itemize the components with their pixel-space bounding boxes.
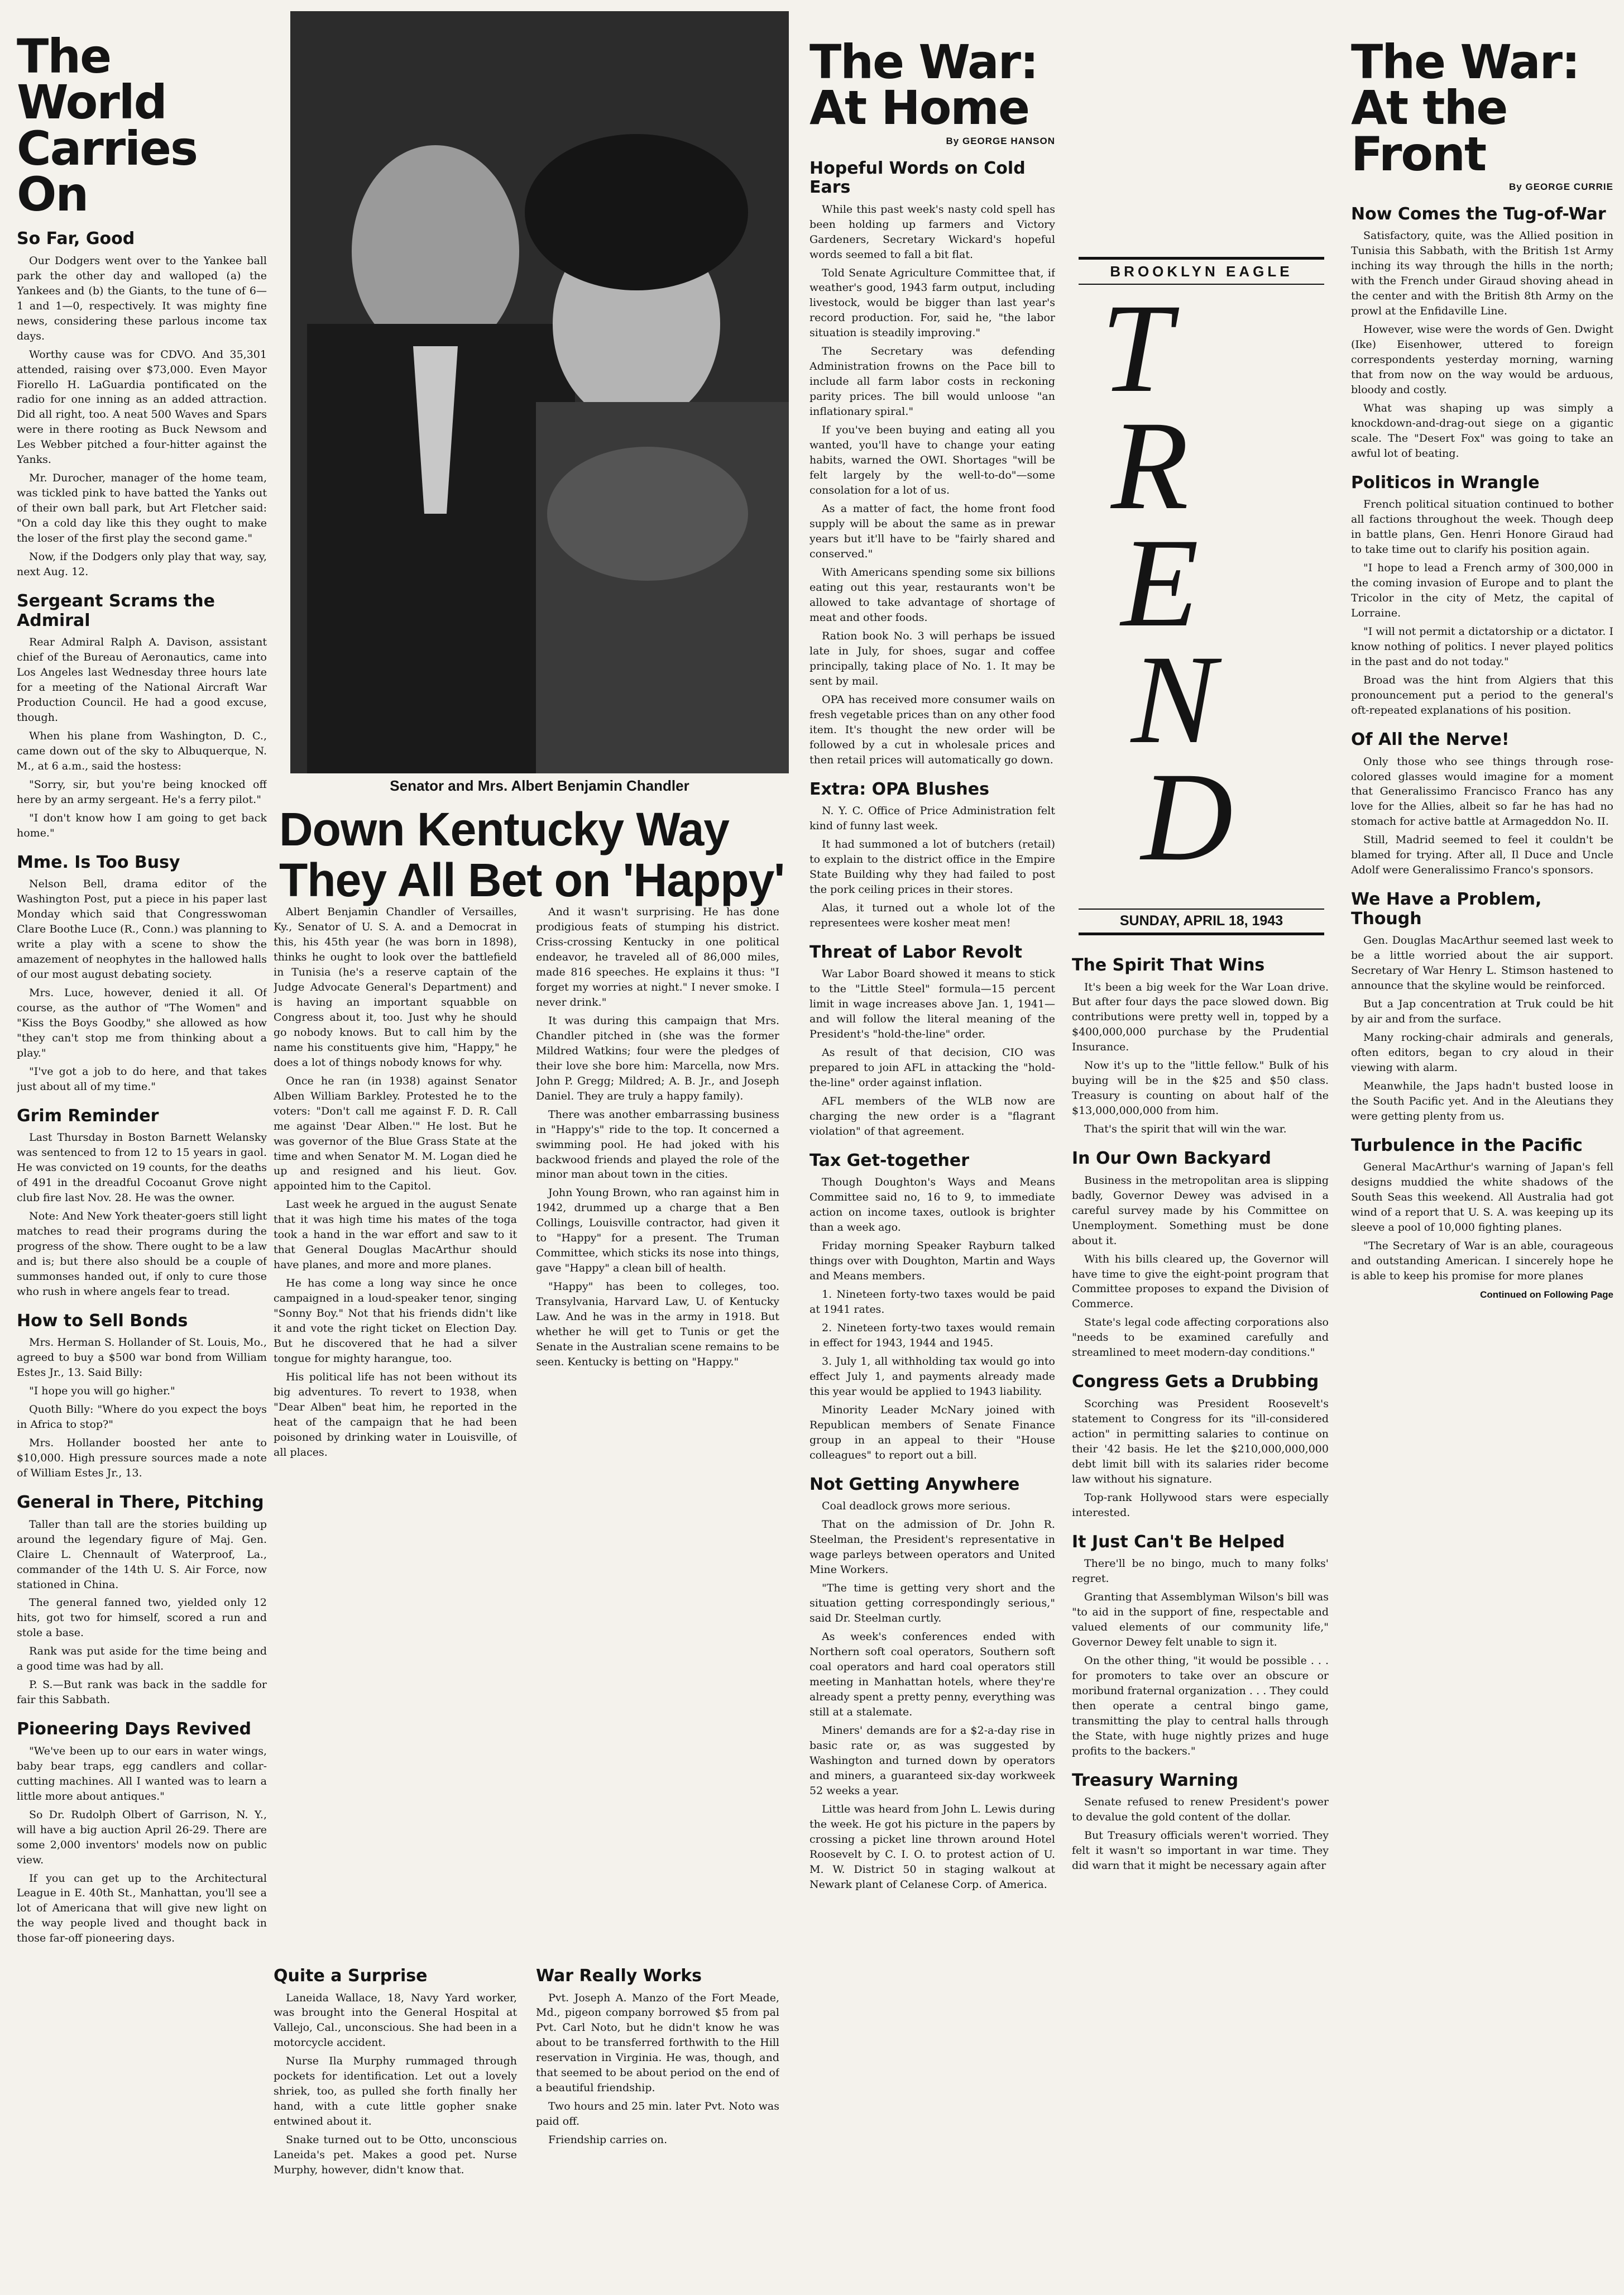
kentucky-col-a — [274, 905, 517, 1949]
story-headline: We Have a Problem, Though — [1351, 890, 1542, 929]
story-paragraph: Snake turned out to be Otto, unconscious Laneida's pet. Makes a good pet. Nurse Murphy, however, didn't know that. — [274, 2134, 517, 2177]
story-paragraph: Though Doughton's Ways and Means Committee said no, 16 to 9, to immediate action on income taxes, outlook is brighter than a week ago. — [809, 1176, 1055, 1234]
story-headline: Turbulence in the Pacific — [1351, 1135, 1583, 1155]
trend-letter: E — [1121, 512, 1199, 653]
story-paragraph: Mr. Durocher, manager of the home team, was tickled pink to have batted the Yanks out of their own ball park, but Art Fletcher said: "On a cold day like this they ought to make the loser of the first play the second game." — [17, 472, 267, 545]
kentucky-headline — [279, 804, 793, 905]
story-headline: Hopeful Words on Cold Ears — [809, 158, 1026, 198]
story-paragraph: There was another embarrassing business in "Happy's" ride to the top. It concerned a swimming pool. He had joked with his backwood friends and played the role of the minor man about town in the cities. — [536, 1108, 779, 1181]
story-paragraph: Albert Benjamin Chandler of Versailles, Ky., Senator of U. S. A. and a Democrat in this, his 45th year (he was born in 1898), thinks he ought to look over the battlefield in Tunisia (he's a reserve captain of the Judge Advocate General's Department) and is having an important squabble on Congress about it, too. Just why he should go nobody knows. But to call him by the name his constituents give him, "Happy," he does a lot of things nobody knows for why. — [274, 906, 517, 1069]
trend-letter: D — [1141, 747, 1233, 887]
story-paragraph: Once he ran (in 1938) against Senator Alben William Barkley. Protested he to the voters: "Don't call me against F. D. R. Call me against 'Dear Alben.'" He lost. But he was governor of the Blue Grass State at the time and when Senator M. M. Logan died he up and resigned and his lieut. Gov. appointed him to the Capitol. — [274, 1074, 517, 1193]
story-paragraph: But Treasury officials weren't worried. They felt it wasn't so important in war time. They did warn that it might be necessary again after — [1072, 1829, 1329, 1872]
story-paragraph: Rear Admiral Ralph A. Davison, assistant chief of the Bureau of Aeronautics, came into Los Angeles last Wednesday three hours late for a meeting of the National Aircraft War Production Council. He had a good excuse, though. — [17, 636, 267, 724]
story-paragraph: John Young Brown, who ran against him in 1942, drummed up a charge that a Ben Collings, Louisville contractor, had given it to "Happy" for a present. The Truman Committee, which sticks its nose into things, gave "Happy" a clean bill of health. — [536, 1187, 779, 1275]
trend-panel — [1079, 257, 1324, 935]
story-paragraph: Satisfactory, quite, was the Allied position in Tunisia this Sabbath, with the British 1st Army inching its way through the hills in the north; with the French under Giraud shoving ahead in the center and with the British 8th Army on the prowl at the Enfidaville Line. — [1351, 230, 1613, 318]
story-paragraph: And it wasn't surprising. He has done prodigious feats of stumping his district. Criss-crossing Kentucky in one political endeavor, he traveled all of 86,000 miles, made 816 speeches. He explains it thus: "I forget my worries at night." I never smoke. I never drink." — [536, 906, 779, 1008]
trend-letter: N — [1131, 629, 1216, 771]
kentucky-col-b — [536, 905, 779, 1949]
story-headline: How to Sell Bonds — [17, 1311, 188, 1331]
story-headline: War Really Works — [536, 1966, 702, 1986]
story-paragraph: It was during this campaign that Mrs. Chandler pitched in (she was the former Mildred Watkins; four were the pledges of their love she bore him: Marcella, now Mrs. John P. Gregg; Mildred; A. B. Jr., and Joseph Daniel. They are truly a happy family). — [536, 1014, 779, 1102]
trend-letter: R — [1111, 395, 1189, 536]
story-paragraph: "Happy" has been to colleges, too. Transylvania, Harvard Law, U. of Kentucky Law. And he was in the army in 1918. But whether he will get to Tunis or get the Senate in the Australian scene remains to be seen. Kentucky is betting on "Happy." — [536, 1280, 779, 1369]
story-paragraph: Miners' demands are for a $2-a-day rise in basic rate or, as was suggested by Washington and turned down by operators and miners, a guaranteed six-day workweek 52 weeks a year. — [809, 1724, 1055, 1797]
story-paragraph: "I hope to lead a French army of 300,000 in the coming invasion of Europe and to plant the Tricolor in the city of Metz, the capital of Lorraine. — [1351, 562, 1613, 620]
story-headline: In Our Own Backyard — [1072, 1149, 1271, 1169]
trend-letters — [1079, 278, 1324, 887]
story-paragraph: Taller than tall are the stories building up around the legendary figure of Maj. Gen. Claire L. Chennault of Waterproof, La., commander of the 14th U. S. Air Force, now stationed in China. — [17, 1518, 267, 1591]
story-paragraph: The general fanned two, yielded only 12 hits, got two for himself, scored a run and stole a base. — [17, 1596, 267, 1639]
home-continuation — [1072, 944, 1329, 2289]
story-headline: Not Getting Anywhere — [809, 1474, 1020, 1494]
story-paragraph: Top-rank Hollywood stars were especially interested. — [1072, 1491, 1329, 1519]
story-paragraph: "Sorry, sir, but you're being knocked off here by an army sergeant. He's a ferry pilot." — [17, 778, 267, 806]
story-paragraph: OPA has received more consumer wails on fresh vegetable prices than on any other food item. It's thought the new order will be followed by a cut in wholesale prices and then retail prices will automatically go down. — [809, 693, 1055, 766]
story-headline: Of All the Nerve! — [1351, 730, 1510, 750]
war-really-works — [536, 1954, 779, 2289]
story-headline: Mme. Is Too Busy — [17, 852, 180, 872]
story-paragraph: As result of that decision, CIO was prepared to join AFL in attacking the "hold-the-line" order against inflation. — [809, 1046, 1055, 1089]
story-paragraph: "I don't know how I am going to get back home." — [17, 811, 267, 839]
story-paragraph: Our Dodgers went over to the Yankee ball park the other day and walloped (a) the Yankees and (b) the Giants, to the tune of 6—1 and 1—0, respectively. It was mighty fine news, considering these parlous income tax days. — [17, 254, 267, 342]
story-paragraph: With his bills cleared up, the Governor will have time to give the eight-point program that Committee proposes to expand the Division of Commerce. — [1072, 1252, 1329, 1311]
story-paragraph: Business in the metropolitan area is slipping badly, Governor Dewey was advised in a careful survey made by his Committee on Unemployment. Something must be done about it. — [1072, 1174, 1329, 1247]
story-paragraph: With Americans spending some six billions eating out this year, restaurants won't be allowed to take advantage of shortage of meat and other foods. — [809, 566, 1055, 624]
story-paragraph: Mrs. Luce, however, denied it all. Of course, as the author of "The Women" and "Kiss the Boys Goodby," she allowed as how "they can't stop me from thinking about a play." — [17, 986, 267, 1059]
story-paragraph: So Dr. Rudolph Olbert of Garrison, N. Y., will have a big auction April 26-29. There are some 2,000 inventors' models now on public view. — [17, 1808, 267, 1866]
trend-letter: T — [1101, 278, 1172, 419]
story-paragraph: Laneida Wallace, 18, Navy Yard worker, was brought into the General Hospital at Vallejo, Cal., unconscious. She had been in a motorcycle accident. — [274, 1991, 517, 2049]
story-paragraph: On the other thing, "it would be possible . . . for promoters to take over an obscure or moribund fraternal organization . . . They could then operate a central bingo game, transmitting the play to central halls through the State, with huge nightly prizes and huge profits to the backers." — [1072, 1654, 1329, 1757]
story-headline: Treasury Warning — [1072, 1770, 1239, 1790]
story-headline: Threat of Labor Revolt — [809, 942, 1023, 962]
story-paragraph: N. Y. C. Office of Price Administration felt kind of funny last week. — [809, 805, 1055, 832]
story-paragraph: Senate refused to renew President's power to devalue the gold content of the dollar. — [1072, 1796, 1329, 1824]
story-paragraph: Quoth Billy: "Where do you expect the boys in Africa to stop?" — [17, 1403, 267, 1431]
story-paragraph: When his plane from Washington, D. C., came down out of the sky to Albuquerque, N. M., at 6 a.m., said the hostess: — [17, 729, 267, 772]
story-paragraph: Granting that Assemblyman Wilson's bill was "to aid in the support of fine, respectable and valued elements of our community life," Governor Dewey felt unable to sign it. — [1072, 1591, 1329, 1648]
story-paragraph: Coal deadlock grows more serious. — [822, 1500, 1011, 1513]
story-paragraph: Still, Madrid seemed to feel it couldn't be blamed for trying. After all, Il Duce and Uncle Adolf were Generalissimo Franco's sponsors. — [1351, 834, 1613, 877]
story-headline: The Spirit That Wins — [1072, 955, 1265, 975]
front-column — [1351, 0, 1613, 2289]
story-paragraph: His political life has not been without its big adventures. To revert to 1938, when "Dear Alben" beat him, he reported in the heat of the campaign that he had been poisoned by drinking water in Louisville, of all places. — [274, 1371, 517, 1459]
story-paragraph: There'll be no bingo, much to many folks' regret. — [1072, 1557, 1329, 1585]
story-headline: Sergeant Scrams the Admiral — [17, 591, 215, 630]
story-headline: Politicos in Wrangle — [1351, 472, 1540, 493]
story-paragraph: Ration book No. 3 will perhaps be issued late in July, for shoes, sugar and coffee principally, taking place of No. 1. It may be sent by mail. — [809, 629, 1055, 687]
story-paragraph: AFL members of the WLB now are charging the new order is a "flagrant violation" of that agreement. — [809, 1095, 1055, 1137]
story-paragraph: Alas, it turned out a whole lot of the representees were kosher meat men! — [809, 901, 1055, 929]
story-paragraph: But a Jap concentration at Truk could be hit by air and from the surface. — [1351, 998, 1613, 1026]
chandler-photo — [290, 11, 789, 773]
story-paragraph: P. S.—But rank was back in the saddle for fair this Sabbath. — [17, 1679, 267, 1706]
story-paragraph: As week's conferences ended with Northern soft coal operators, Southern soft coal operators and hard coal operators still meeting in Manhattan hotels, where they're already spent a pretty penny, everything was still at a stalemate. — [809, 1631, 1055, 1718]
story-paragraph: Friendship carries on. — [548, 2134, 668, 2146]
story-paragraph: Now it's up to the "little fellow." Bulk of his buying will be in the $25 and $50 class. Treasury is counting on about half of the $13,000,000,000 from him. — [1072, 1059, 1329, 1117]
story-headline: General in There, Pitching — [17, 1493, 264, 1513]
story-paragraph: Pvt. Joseph A. Manzo of the Fort Meade, Md., pigeon company borrowed $5 from pal Pvt. Carl Noto, but he didn't know he was about to be transferred forthwith to the Hill reservation in Virginia. He was, though, and that seemed to be about period on the end of a beautiful friendship. — [536, 1991, 779, 2095]
story-paragraph: French political situation continued to bother all factions throughout the week. Though deep in battle plans, Gen. Henri Honore Giraud had to take time out to clarify his position again. — [1351, 498, 1613, 556]
story-headline: Now Comes the Tug-of-War — [1351, 204, 1606, 224]
story-headline: It Just Can't Be Helped — [1072, 1532, 1285, 1552]
home-stories — [809, 159, 1055, 1892]
story-headline: So Far, Good — [17, 229, 135, 249]
story-headline: Congress Gets a Drubbing — [1072, 1372, 1319, 1392]
story-paragraph: Last week he argued in the august Senate that it was high time his mates of the toga took a hand in the war effort and saw to it that General Douglas MacArthur should have planes, and more and more planes. — [274, 1198, 517, 1271]
story-paragraph: "The Secretary of War is an able, courageous and outstanding American. I sincerely hope he is able to keep his promise for more planes — [1351, 1240, 1613, 1283]
story-paragraph: Nurse Ila Murphy rummaged through pockets for identification. Let out a lovely shriek, too, as pulled she forth finally her hand, with a cute little gopher snake entwined about it. — [274, 2055, 517, 2128]
story-headline: Quite a Surprise — [274, 1966, 428, 1986]
trend-label: BROOKLYN EAGLE — [1079, 257, 1324, 285]
story-paragraph: It had summoned a lot of butchers (retail) to explain to the district office in the Empire State Building why they had failed to post the pork ceiling prices in their stores. — [809, 838, 1055, 896]
story-paragraph: Two hours and 25 min. later Pvt. Noto was paid off. — [536, 2100, 779, 2128]
story-paragraph: "I hope you will go higher." — [29, 1385, 175, 1398]
story-paragraph: Now, if the Dodgers only play that way, say, next Aug. 12. — [17, 551, 267, 578]
story-paragraph: If you can get up to the Architectural League in E. 40th St., Manhattan, you'll see a lot of Americana that will give new light on the way people lived and thought back in those far-off pioneering days. — [17, 1872, 267, 1945]
quite-a-surprise — [274, 1954, 517, 2289]
story-paragraph: "I've got a job to do here, and that takes just about all of my time." — [17, 1065, 267, 1093]
story-paragraph: Little was heard from John L. Lewis during the week. He got his picture in the papers by crossing a picket line thrown around Hotel Roosevelt by C. I. O. to protest action of U. M. W. District 50 in staging walkout at Newark plant of Celanese Corp. of America. — [809, 1802, 1055, 1891]
photo-image — [290, 11, 789, 773]
story-paragraph: That's the spirit that will win the war. — [1084, 1123, 1287, 1136]
front-stories — [1351, 205, 1613, 1284]
story-paragraph: That on the admission of Dr. John R. Steelman, the President's representative in wage parleys between operators and United Mine Workers. — [809, 1518, 1055, 1576]
story-paragraph: War Labor Board showed it means to stick to the "Little Steel" formula—15 percent limit in wage increases above Jan. 1, 1941—and will follow the literal meaning of the President's "hold-the-line" order. — [809, 968, 1055, 1041]
story-paragraph: The Secretary was defending Administration frowns on the Pace bill to include all farm labor costs in reckoning parity prices. The bill would unloose "an inflationary spiral." — [809, 345, 1055, 418]
story-paragraph: Minority Leader McNary joined with Republican members of Senate Finance group in an appeal to their "House colleagues" to report out a bill. — [809, 1403, 1055, 1461]
headline-line-2: They All Bet on 'Happy' — [279, 853, 785, 906]
front-title: The War: At the Front — [1351, 35, 1579, 181]
headline-line-1: Down Kentucky Way — [279, 803, 730, 855]
story-paragraph: As a matter of fact, the home front food supply will be about the same as in prewar years but it'll have to be "fairly shared and conserved." — [809, 503, 1055, 560]
story-paragraph: Only those who see things through rose-colored glasses would imagine for a moment that Generalissimo Francisco Franco has any love for the Allies, albeit so far he has had no stomach for active battle at Armageddon No. II. — [1351, 755, 1613, 828]
story-paragraph: Last Thursday in Boston Barnett Welansky was sentenced to from 12 to 15 years in gaol. He was convicted on 19 counts, for the deaths of 491 in the dreadful Cocoanut Grove night club fire last Nov. 28. He was the owner. — [17, 1131, 267, 1204]
story-paragraph: Friday morning Speaker Rayburn talked things over with Doughton, Martin and Ways and Means members. — [809, 1240, 1055, 1283]
world-title: The World Carries On — [17, 29, 197, 222]
story-paragraph: If you've been buying and eating all you wanted, you'll have to change your eating habits, warned the OWI. Shortages "will be felt largely by the well-to-do"—some consolation for a lot of us. — [809, 424, 1055, 497]
story-paragraph: "The time is getting very short and the situation getting correspondingly serious," said Dr. Steelman curtly. — [809, 1582, 1055, 1625]
story-paragraph: 2. Nineteen forty-two taxes would remain in effect for 1943, 1944 and 1945. — [809, 1322, 1055, 1350]
story-paragraph: What was shaping up was simply a knockdown-and-drag-out siege on a gigantic scale. The "Desert Fox" was going to take an awful lot of beating. — [1351, 402, 1613, 460]
story-paragraph: Broad was the hint from Algiers that this pronouncement put a period to the general's oft-repeated explanations of his position. — [1351, 674, 1613, 717]
home-byline: By GEORGE HANSON — [946, 135, 1055, 146]
story-paragraph: Mrs. Herman S. Hollander of St. Louis, Mo., agreed to buy a $500 war bond from William Estes Jr., 13. Said Billy: — [17, 1336, 267, 1379]
story-headline: Pioneering Days Revived — [17, 1719, 252, 1739]
story-paragraph: He has come a long way since he once campaigned in a loud-speaker tenor, singing "Sonny Boy." Not that his friends didn't like it and vote the right ticket on Election Day. But he discovered that he had a silver tongue for mighty harangue, too. — [274, 1277, 517, 1365]
story-paragraph: While this past week's nasty cold spell has been holding up farmers and Victory Gardeners, Secretary Wickard's hopeful words seemed to fall a bit flat. — [809, 203, 1055, 261]
story-headline: Grim Reminder — [17, 1106, 159, 1126]
story-paragraph: State's legal code affecting corporations also "needs to be examined carefully and streamlined to meet modern-day conditions." — [1072, 1316, 1329, 1359]
photo-caption: Senator and Mrs. Albert Benjamin Chandler — [390, 777, 689, 794]
story-paragraph: Rank was put aside for the time being and a good time was had by all. — [17, 1645, 267, 1673]
world-stories — [17, 230, 267, 1946]
home-column — [809, 0, 1055, 2289]
story-paragraph: Told Senate Agriculture Committee that, if weather's good, 1943 farm output, including livestock, would be bigger than last year's record production. For, said he, "the labor situation is steadily improving." — [809, 266, 1055, 340]
world-column — [17, 0, 267, 2289]
story-paragraph: Meanwhile, the Japs hadn't busted loose in the South Pacific yet. And in the Aleutians they were getting plenty from us. — [1351, 1080, 1613, 1122]
story-paragraph: Scorching was President Roosevelt's statement to Congress for its "ill-considered action" in permitting salaries to continue on their '42 basis. He let the $210,000,000,000 debt limit bill with its salaries rider become law without his signature. — [1072, 1397, 1329, 1485]
story-paragraph: "We've been up to our ears in water wings, baby bear traps, egg candlers and collar-cutting machines. All I wanted was to learn a little more about antiques." — [17, 1744, 267, 1802]
story-paragraph: "I will not permit a dictatorship or a dictator. I know nothing of politics. I never played politics in the past and do not today." — [1351, 625, 1613, 668]
story-headline: Tax Get-together — [809, 1150, 970, 1170]
story-paragraph: Nelson Bell, drama editor of the Washington Post, put a piece in his paper last Monday which said that Congresswoman Clare Boothe Luce (R., Conn.) was planning to write a play with a scene to show the amazement of neophytes in the hallowed halls of our most august debating society. — [17, 878, 267, 981]
story-paragraph: General MacArthur's warning of Japan's fell designs muddied the white shadows of the South Seas this weekend. All Australia had got wind of a report that U. S. A. was keeping up its sleeve a pool of 10,000 fighting planes. — [1351, 1161, 1613, 1234]
story-paragraph: Note: And New York theater-goers still light matches to read their programs during the progress of the show. There ought to be a law and is; but there also should be a couple of summonses handed out, if only to cure those who rush in where angels fear to tread. — [17, 1210, 267, 1298]
home-title: The War: At Home — [809, 35, 1038, 136]
front-byline: By GEORGE CURRIE — [1509, 181, 1613, 192]
story-paragraph: It's been a big week for the War Loan drive. But after four days the pace slowed down. Big contributions were pretty well in, topped by a $400,000,000 purchase by the Prudential Insurance. — [1072, 981, 1329, 1054]
continued-note: Continued on Following Page — [1480, 1289, 1613, 1300]
story-paragraph: Mrs. Hollander boosted her ante to $10,000. High pressure sources made a note of William Estes Jr., 13. — [17, 1437, 267, 1480]
story-paragraph: 1. Nineteen forty-two taxes would be paid at 1941 rates. — [809, 1288, 1055, 1316]
trend-date: SUNDAY, APRIL 18, 1943 — [1079, 909, 1324, 935]
story-paragraph: However, wise were the words of Gen. Dwight (Ike) Eisenhower, uttered to foreign correspondents yesterday morning, warning that from now on the way would be arduous, bloody and costly. — [1351, 323, 1613, 396]
story-paragraph: 3. July 1, all withholding tax would go into effect July 1, and payments already made this year would be applied to 1943 liability. — [809, 1355, 1055, 1398]
story-paragraph: Gen. Douglas MacArthur seemed last week to be a little worried about the air support. Secretary of War Henry L. Stimson hastened to announce that the skyline would be reinforced. — [1351, 934, 1613, 992]
story-paragraph: Worthy cause was for CDVO. And 35,301 attended, raising over $73,000. Even Mayor Fiorello H. LaGuardia pontificated on the radio for one inning as an added attraction. Did all right, too. A neat 500 Waves and Spars were in there rooting as Buck Newsom and Les Webber pitched a four-hitter against the Yanks. — [17, 348, 267, 466]
story-paragraph: Many rocking-chair admirals and generals, often editors, began to cry aloud in their viewing with alarm. — [1351, 1031, 1613, 1074]
story-headline: Extra: OPA Blushes — [809, 779, 989, 799]
